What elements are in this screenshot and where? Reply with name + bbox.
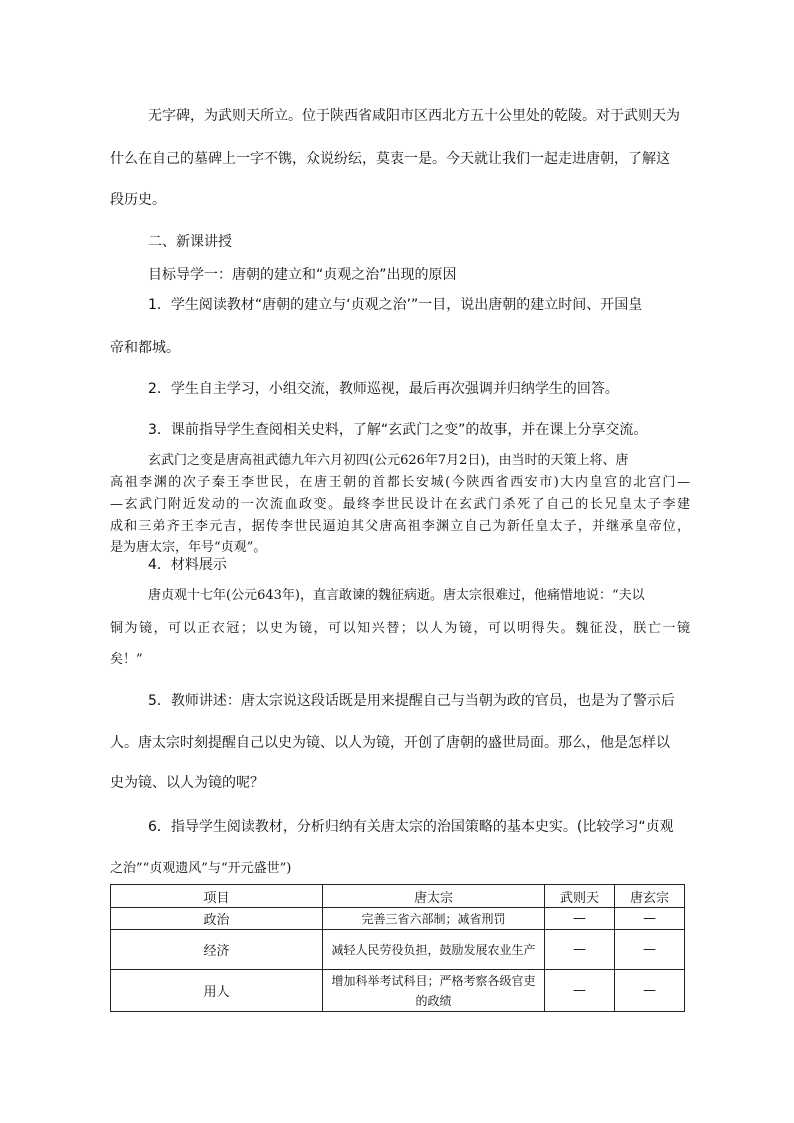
item-1-line-2: 帝和都城。 — [110, 340, 180, 356]
item-2: 2．学生自主学习，小组交流，教师巡视，最后再次强调并归纳学生的回答。 — [148, 381, 619, 397]
item-6-line-2: 之治”“贞观遗风”与“开元盛世”) — [110, 861, 292, 876]
item-3: 3．课前指导学生查阅相关史料，了解“玄武门之变”的故事，并在课上分享交流。 — [148, 422, 648, 438]
row-wu-zetian: — — [545, 930, 615, 970]
section-heading: 二、新课讲授 — [148, 234, 232, 250]
intro-line-1: 无字碑，为武则天所立。位于陕西省咸阳市区西北方五十公里处的乾陵。对于武则天为 — [148, 108, 680, 124]
row-item: 政治 — [111, 908, 323, 930]
row-xuanzong: — — [615, 908, 685, 930]
item-5-line-2: 人。唐太宗时刻提醒自己以史为镜、以人为镜，开创了唐朝的盛世局面。那么，他是怎样以 — [110, 735, 670, 751]
xuanwu-line-2: 高祖李渊的次子秦王李世民，在唐王朝的首都长安城(今陕西省西安市)大内皇宫的北宫门— — [110, 475, 690, 490]
xuanwu-line-5: 是为唐太宗，年号“贞观”。 — [110, 540, 267, 555]
header-xuanzong: 唐玄宗 — [615, 885, 685, 908]
item-5-line-1: 5．教师讲述：唐太宗说这段话既是用来提醒自己与当朝为政的官员，也是为了警示后 — [148, 693, 675, 709]
table-row — [111, 908, 685, 930]
xuanwu-line-3: —玄武门附近发动的一次流血政变。最终李世民设计在玄武门杀死了自己的长兄皇太子李建 — [110, 497, 690, 512]
xuanwu-line-1: 玄武门之变是唐高祖武德九年六月初四(公元626年7月2日)，由当时的天策上将、唐 — [148, 453, 629, 468]
table-row — [111, 930, 685, 970]
header-taizong: 唐太宗 — [323, 885, 545, 908]
row-wu-zetian: — — [545, 908, 615, 930]
row-taizong: 完善三省六部制；减省刑罚 — [323, 908, 545, 930]
header-item: 项目 — [111, 885, 323, 908]
table-row — [111, 970, 685, 1012]
header-wu-zetian: 武则天 — [545, 885, 615, 908]
intro-line-3: 段历史。 — [110, 192, 166, 208]
table-header-row — [111, 885, 685, 908]
item-6-line-1: 6．指导学生阅读教材，分析归纳有关唐太宗的治国策略的基本史实。(比较学习“贞观 — [148, 819, 674, 835]
row-xuanzong: — — [615, 930, 685, 970]
intro-line-2: 什么在自己的墓碑上一字不镌，众说纷纭，莫衷一是。今天就让我们一起走进唐朝，了解这 — [110, 151, 670, 167]
row-wu-zetian: — — [545, 970, 615, 1012]
row-xuanzong: — — [615, 970, 685, 1012]
item-1-line-1: 1．学生阅读教材“唐朝的建立与‘贞观之治’”一目，说出唐朝的建立时间、开国皇 — [148, 297, 643, 313]
row-taizong: 减轻人民劳役负担，鼓励发展农业生产 — [323, 930, 545, 970]
material-line-2: 铜为镜，可以正衣冠；以史为镜，可以知兴替；以人为镜，可以明得失。魏征没，朕亡一镜 — [110, 621, 690, 636]
row-item: 用人 — [111, 970, 323, 1012]
row-item: 经济 — [111, 930, 323, 970]
material-heading: 4．材料展示 — [148, 557, 227, 573]
goal-heading: 目标导学一：唐朝的建立和“贞观之治”出现的原因 — [148, 267, 457, 283]
material-line-3: 矣！” — [110, 652, 143, 667]
comparison-table — [110, 884, 685, 1012]
row-taizong: 增加科举考试科目；严格考察各级官吏的政绩 — [323, 970, 545, 1012]
material-line-1: 唐贞观十七年(公元643年)，直言敢谏的魏征病逝。唐太宗很难过，他痛惜地说：“夫以 — [148, 588, 645, 603]
xuanwu-line-4: 成和三弟齐王李元吉，据传李世民逼迫其父唐高祖李渊立自己为新任皇太子，并继承皇帝位， — [110, 519, 690, 534]
item-5-line-3: 史为镜、以人为镜的呢？ — [110, 775, 264, 791]
